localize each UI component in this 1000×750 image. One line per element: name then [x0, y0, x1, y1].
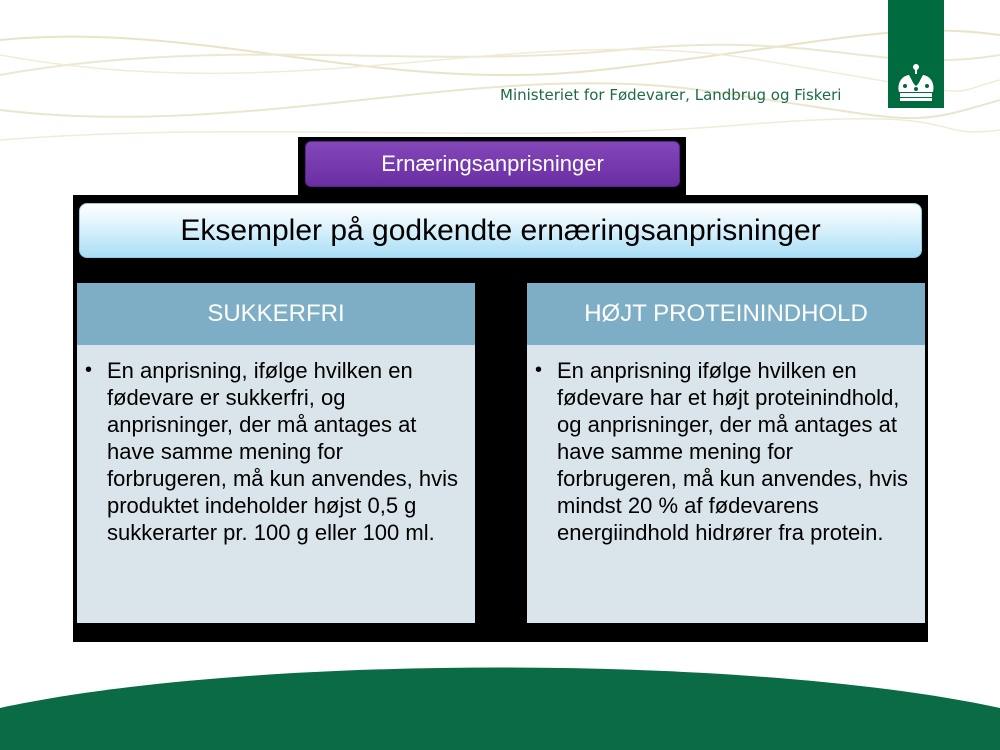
column-body-protein [527, 345, 925, 623]
footer-wave [0, 660, 1000, 750]
column-body-sukkerfri [77, 345, 475, 623]
bullet-text: En anprisning, ifølge hvilken en fødevare er sukkerfri, og anprisninger, der må antages at have samme mening for forbrugeren, må kun anvendes, hvis produktet indeholder højst 0,5 g sukkerarter pr. 100 g eller 100 ml. [107, 358, 458, 545]
list-item [85, 357, 465, 546]
ministry-name: Ministeriet for Fødevarer, Landbrug og Fiskeri [500, 86, 842, 104]
bullet-icon: • [85, 359, 93, 381]
header-wave-lines [0, 0, 1000, 160]
column-header-protein: HØJT PROTEININDHOLD [527, 283, 925, 345]
bullet-icon: • [535, 359, 543, 381]
slide-tab-title: Ernæringsanprisninger [305, 141, 680, 187]
ministry-logo [888, 0, 944, 108]
list-item [535, 357, 915, 546]
column-header-sukkerfri: SUKKERFRI [77, 283, 475, 345]
bullet-text: En anprisning ifølge hvilken en fødevare har et højt proteinindhold, og anprisninger, der må antages at have samme mening for forbrugeren, må kun anvendes, hvis mindst 20 % af fødevarens energiindhold hidrører fra protein. [557, 358, 908, 545]
crown-icon [891, 62, 941, 106]
slide-heading: Eksempler på godkendte ernæringsanprisninger [79, 203, 922, 258]
